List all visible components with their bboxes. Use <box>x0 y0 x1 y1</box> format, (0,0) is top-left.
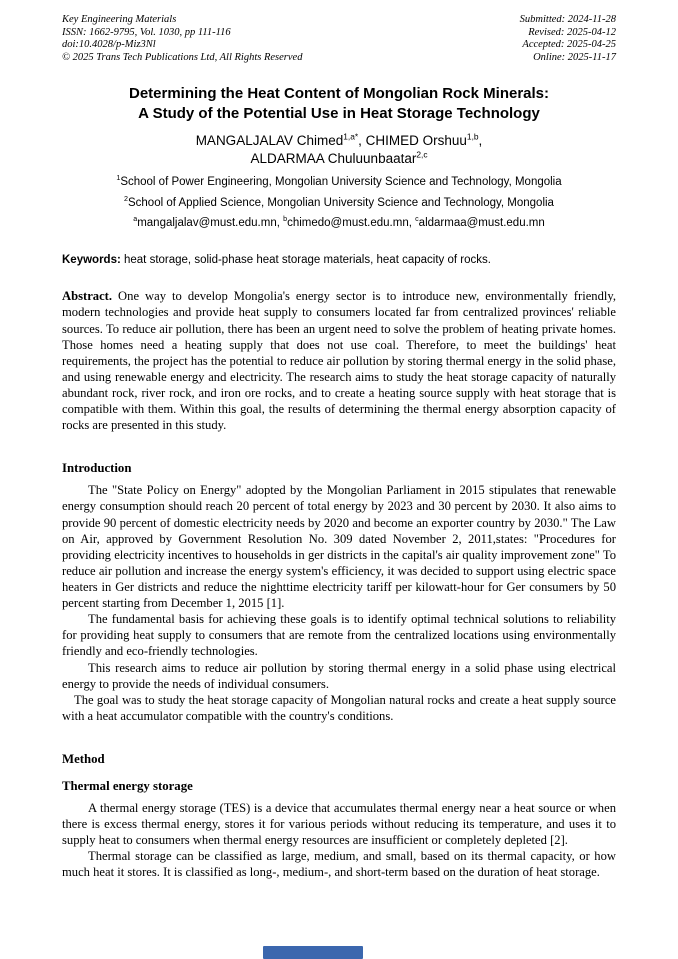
email-1-address: mangaljalav@must.edu.mn <box>137 217 277 230</box>
journal-doi: doi:10.4028/p-Miz3Nl <box>62 39 156 51</box>
authors-line-1 <box>62 132 616 150</box>
introduction-paragraph-1: The "State Policy on Energy" adopted by the Mongolian Parliament in 2015 stipulates that renewable energy consumption should reach 20 percent of total energy by 2023 and 30 percent by 2030. It also aims to provide 90 percent of domestic electricity needs by 2020 and become an exporter country by 2030." The Law on Air, approved by Government Resolution No. 309 dated November 2, 2011,states: "Procedures for providing electricity incentives to households in ger districts in the capital's air quality improvement zone" To reduce air pollution and increase the energy system's efficiency, it was decided to support using electric space heaters in Ger districts and reduce the nighttime electricity tariff per kilowatt-hour for Ger consumers by 50 percent starting from December 1, 2015 [1]. <box>62 483 616 611</box>
abstract-text: One way to develop Mongolia's energy sector is to introduce new, environmentally friendly, modern technologies and provide heat supply to consumers located far from centralized provinces' reliable sources. To reduce air pollution, there has been an urgent need to solve the problem of heating private homes. Those homes need a heating supply that does not use coal. Therefore, to meet the buildings' heat requirements, the project has the potential to reduce air pollution by storing thermal energy in the solid phase, and using renewable energy and electricity. The research aims to study the heat storage capacity of naturally abundant rock, river rock, and iron ore rocks, and to create a heating source supply with heat storage that is compatible with them. Within this goal, the results of determining the thermal energy absorption capacity of rocks are presented in this study. <box>62 289 616 433</box>
journal-info <box>62 14 302 64</box>
paper-title-line-2: A Study of the Potential Use in Heat Storage Technology <box>138 104 540 122</box>
author-1-affil-marker: 1,a* <box>343 131 359 142</box>
section-heading-introduction: Introduction <box>62 461 132 476</box>
journal-header <box>62 14 616 64</box>
affiliation-1 <box>62 176 616 188</box>
email-separator-2: , <box>408 217 416 230</box>
paper-title-line-1: Determining the Heat Content of Mongolian Rock Minerals: <box>128 85 550 103</box>
affiliation-2-marker: 2 <box>124 195 128 204</box>
revised-date: Revised: 2025-04-12 <box>528 26 616 38</box>
paper-title <box>62 84 616 122</box>
keywords-text: heat storage, solid-phase heat storage materials, heat capacity of rocks. <box>124 254 491 267</box>
email-2-address: chimedo@must.edu.mn <box>287 217 409 230</box>
email-separator-1: , <box>276 217 284 230</box>
affiliation-2 <box>62 197 616 209</box>
affiliation-1-text: School of Power Engineering, Mongolian University Science and Technology, Mongolia <box>120 176 562 189</box>
section-heading-method: Method <box>62 752 105 766</box>
online-date: Online: 2025-11-17 <box>533 51 616 63</box>
affiliation-1-marker: 1 <box>116 174 121 183</box>
subsection-heading-thermal-energy-storage: Thermal energy storage <box>62 779 193 793</box>
affiliation-2-text: School of Applied Science, Mongolian University Science and Technology, Mongolia <box>127 197 554 210</box>
abstract-label: Abstract. <box>62 289 113 304</box>
author-1-name: MANGALJALAV Chimed <box>195 132 344 148</box>
email-3-address: aldarmaa@must.edu.mn <box>418 217 545 230</box>
journal-copyright: © 2025 Trans Tech Publications Ltd, All Rights Reserved <box>62 51 303 63</box>
email-2-marker: b <box>283 215 288 224</box>
author-2-name: CHIMED Orshuu <box>365 132 467 148</box>
introduction-paragraph-2: The fundamental basis for achieving these goals is to identify optimal technical solutions to reliability for providing heat supply to consumers that are remote from the centralized locations using environmentally friendly and eco-friendly technologies. <box>62 612 616 659</box>
author-3-affil-marker: 2,c <box>416 149 428 160</box>
submitted-date: Submitted: 2024-11-28 <box>519 14 616 25</box>
keywords-label: Keywords: <box>62 254 121 267</box>
author-2-affil-marker: 1,b <box>466 131 479 142</box>
author-3-name: ALDARMAA Chuluunbaatar <box>250 150 417 166</box>
footer-banner <box>263 946 363 959</box>
accepted-date: Accepted: 2025-04-25 <box>522 39 616 51</box>
author-separator-1: , <box>358 132 366 148</box>
introduction-paragraph-3: This research aims to reduce air pollution by storing thermal energy in a solid phase using electrical energy to provide the needs of individual consumers. <box>62 660 616 691</box>
submission-dates <box>520 14 616 64</box>
method-paragraph-2: Thermal storage can be classified as large, medium, and small, based on its thermal capacity, or how much heat it stores. It is classified as long-, medium-, and short-term based on the duration of heat storage. <box>62 849 616 880</box>
email-1-marker: a <box>133 215 138 224</box>
authors-line-2 <box>62 150 616 168</box>
author-separator-2: , <box>478 132 483 148</box>
journal-issn-volume: ISSN: 1662-9795, Vol. 1030, pp 111-116 <box>62 26 231 38</box>
introduction-paragraph-4: The goal was to study the heat storage capacity of Mongolian natural rocks and create a heat supply source with a heat accumulator compatible with the country's conditions. <box>62 692 616 723</box>
method-paragraph-1: A thermal energy storage (TES) is a device that accumulates thermal energy near a heat source or when there is excess thermal energy, stores it for various periods without reducing its temperature, and uses it to supply heat to consumers when thermal energy resources are insufficient or completely depleted [2]. <box>62 801 616 848</box>
keywords-line <box>62 254 616 266</box>
journal-name: Key Engineering Materials <box>62 14 177 25</box>
email-3-marker: c <box>415 215 419 224</box>
authors <box>62 132 616 168</box>
abstract <box>62 288 616 433</box>
author-emails <box>62 217 616 229</box>
